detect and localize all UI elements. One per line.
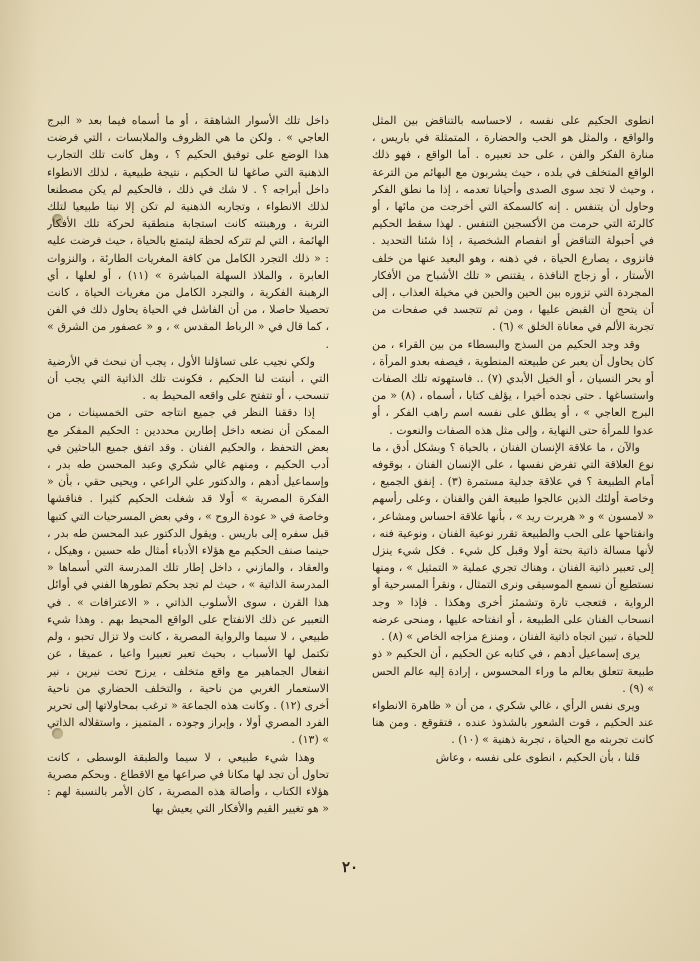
paragraph: والآن ، ما علاقة الإنسان الفنان ، بالحياة ؟ وبشكل أدق ، ما نوع العلاقة التي تفرض نفسها ، على الإنسان الفنان ، بوقوفه أمام الطبيعة ؟ في علاقة جدلية مستمرة (٣) . إنفق الجميع ، وخاصة أولئك الذين عالجوا طبيعة الفن والفنان ، وعلى رأسهم « لامسون » و « هربرت ريد » ، بأنها علاقة احساس ومشاعر ، وانفتاحها على الحب والطبيعة تقرر نوعية الفنان ، ونوعية فنه ، لأنها مسالة ذاتية بحتة أولا وقبل كل شيء . فكل شيء ينزل إلى تعبير ذاتية الفنان ، وهناك تجري عملية « التمثيل » ، ومنها نستطيع أن نسمع الموسيقى ونرى التمثال ، ونقرأ المسرحية أو الرواية ، فتعجب تارة وتشمئز أخرى وهكذا . فإذا « وجد انسحاب الفنان على الطبيعة ، أو انفتاحه عليها ، ومنحى عرضه للحياة ، تبين اتجاه ذاتية الفنان ، ومنزع مزاجه الخاص » (٨) . [372, 440, 654, 644]
binding-shadow [0, 0, 38, 961]
paragraph: داخل تلك الأسوار الشاهقة ، أو ما أسماه فيما بعد « البرج العاجي » . ولكن ما هي الظروف والملابسات ، التي فرضت هذا الوضع على توفيق الحكيم ؟ ، وهل كانت تلك التجارب الذهنية التي صاغها لنا الحكيم ، نتيجة طبيعية ، لذلك الانطواء داخل أبراجه ؟ . لا شك في ذلك ، فالحكيم لم يكن مصطنعا لذلك الانطواء ، وتجاربه الذهنية لم تكن إلا نبتا طبيعيا لتلك التربة ، ورهبنته كانت استجابة منطقية لحركة تلك الأفكار الهائمة ، التي لم تتركه لحظة ليتمتع بالحياة ، حيث فرضت عليه : « ذلك التجرد الكامل من كافة المغريات الطارئة ، والنزوات العابرة ، والملاذ السهلة المباشرة » (١١) ، أو لعلها ، أي الرهبنة الفكرية ، والتجرد الكامل من مغريات الحياة ، كانت تحصيلا حاصلا ، من أن الفاشل في الحياة يحاول ذلك في الفن ، كما قال في « الرباط المقدس » ، و « عصفور من الشرق » . [47, 114, 329, 351]
paragraph: انطوى الحكيم على نفسه ، لاحساسه بالتناقض بين المثل والواقع ، والمثل هو الحب والحضارة ، المتمثلة في باريس ، منارة الفكر والفن ، على حد تعبيره . أما الواقع ، فهو ذلك الواقع المتخلف في بلده ، حيث يشربون مع البهائم من الترعة ، وحيث لا تجد سوى الصدى وأحيانا تعدمه ، إذا ما نطق الفكر وحاول أن يتنفس . إنه كالسمكة التي أخرجت من مائها ، أو كالرئة التي حرمت من الأكسجين التنفس . لهذا سقط الحكيم في أحبولة التناقض أو انفصام الشخصية ، إذا شئنا التحديد . فانزوى ، يصارع الحياة ، في ذهنه ، وهو البعيد عنها من خلف الأستار ، أو زجاج النافذة ، يقتنص « تلك الأشباح من الأفكار المجردة التي تزوره بين الحين والحين في مخيلة العذاب ، إلى أن يتحج أن القبض عليها ، ومن ثم تتجسد في صفحات من تجربة الألم في معاناة الخلق » (٦) . [372, 114, 654, 334]
left-text-column [47, 112, 329, 854]
right-text-column [372, 112, 654, 854]
paragraph: قلنا ، بأن الحكيم ، انطوى على نفسه ، وعاش [435, 750, 640, 764]
paragraph: إذا دققنا النظر في جميع انتاجه حتى الخمسينات ، من الممكن أن نضعه داخل إطارين محددين : الحكيم المفكر مع بعض التحفظ ، والحكيم الفنان . وقد اتفق جميع الباحثين في أدب الحكيم ، ومنهم غالي شكري وعبد المحسن طه بدر ، وإسماعيل أدهم ، والدكتور علي الراعي ، ويحيى حقي ، بأن « الفكرة المصرية » أولا قد شغلت الحكيم كثيرا . فناقشها وخاصة في « عودة الروح » ، وفي بعض المسرحيات التي كتبها قبل سفره إلى باريس . ويقول الدكتور عبد المحسن طه بدر ، حينما صنف الحكيم مع هؤلاء الأدباء أمثال طه حسين ، وهيكل ، والعقاد ، والمازني ، داخل إطار تلك المدرسة التي أسماها « المدرسة الذاتية » ، حيث لم تجد بحكم تطورها الفني في أوائل هذا القرن ، سوى الأسلوب الذاتي ، « الاعترافات » . في التعبير عن ذلك الانفتاح على الواقع المحيط بهم . وهذا شيء طبيعي ، لا سيما والرواية المصرية ، كانت ولا تزال تحبو ، ولم تكتمل لها الأسباب ، بحيث تعبر تعبيرا واعيا ، عميقا ، عن انفعال الجماهير مع واقع متخلف ، يرزح تحت نيرين ، نير الاستعمار الغربي من ناحية ، والتخلف الحضاري من ناحية أخرى (١٢) . وكانت هذه الجماعة « ترغب بمحاولاتها إلى تحرير الفرد المصري أولا ، وإبراز وجوده ، المتميز ، واستقلاله الذاتي » (١٣) . [47, 406, 329, 747]
page-number: ٢٠ [341, 858, 359, 876]
paragraph: ويرى نفس الرأي ، غالي شكري ، من أن « ظاهرة الانطواء عند الحكيم ، قوت الشعور بالشذوذ عنده ، فتقوقع . ومن هنا كانت تجربته مع الحياة ، تجربة ذهنية » (١٠) . [372, 698, 654, 747]
paragraph: وهذا شيء طبيعي ، لا سيما والطبقة الوسطى ، كانت تحاول أن تجد لها مكانا في صراعها مع الاقطاع . وبحكم مصرية هؤلاء الكتاب ، وأصالة هذه المصرية ، كان الأمر بالنسبة لهم : « هو تغيير القيم والأفكار التي يعيش بها [47, 750, 329, 816]
paragraph: ولكي نجيب على تساؤلنا الأول ، يجب أن نبحث في الأرضية التي ، أنبتت لنا الحكيم ، فكونت تلك الذاتية التي يجب أن تنسحب ، أو تتفتح على واقعه المحيط به . [47, 354, 329, 403]
paragraph: يرى إسماعيل أدهم ، في كتابه عن الحكيم ، أن الحكيم « ذو طبيعة تتعلق بعالم ما وراء المحسوس ، إرادة إليه عالم الحس » (٩) . [372, 647, 654, 695]
paragraph: وقد وجد الحكيم من السذج والبسطاء من بين القراء ، من كان يحاول أن يعبر عن طبيعته المنطوية ، فيصفه بعدو المرأة ، أو بحر النسيان ، أو الخيل الأبدي (٧) .. فاستهوته تلك الصفات واستساغها . حتى نجده أخيرا ، يؤلف كتابا ، أسماه ، (٨) « من البرج العاجي » ، أو يطلق على نفسه اسم راهب الفكر ، أو عدوا للمرأة حتى النهاية ، وإلى مثل هذه الصفات والنعوت . [372, 337, 654, 437]
